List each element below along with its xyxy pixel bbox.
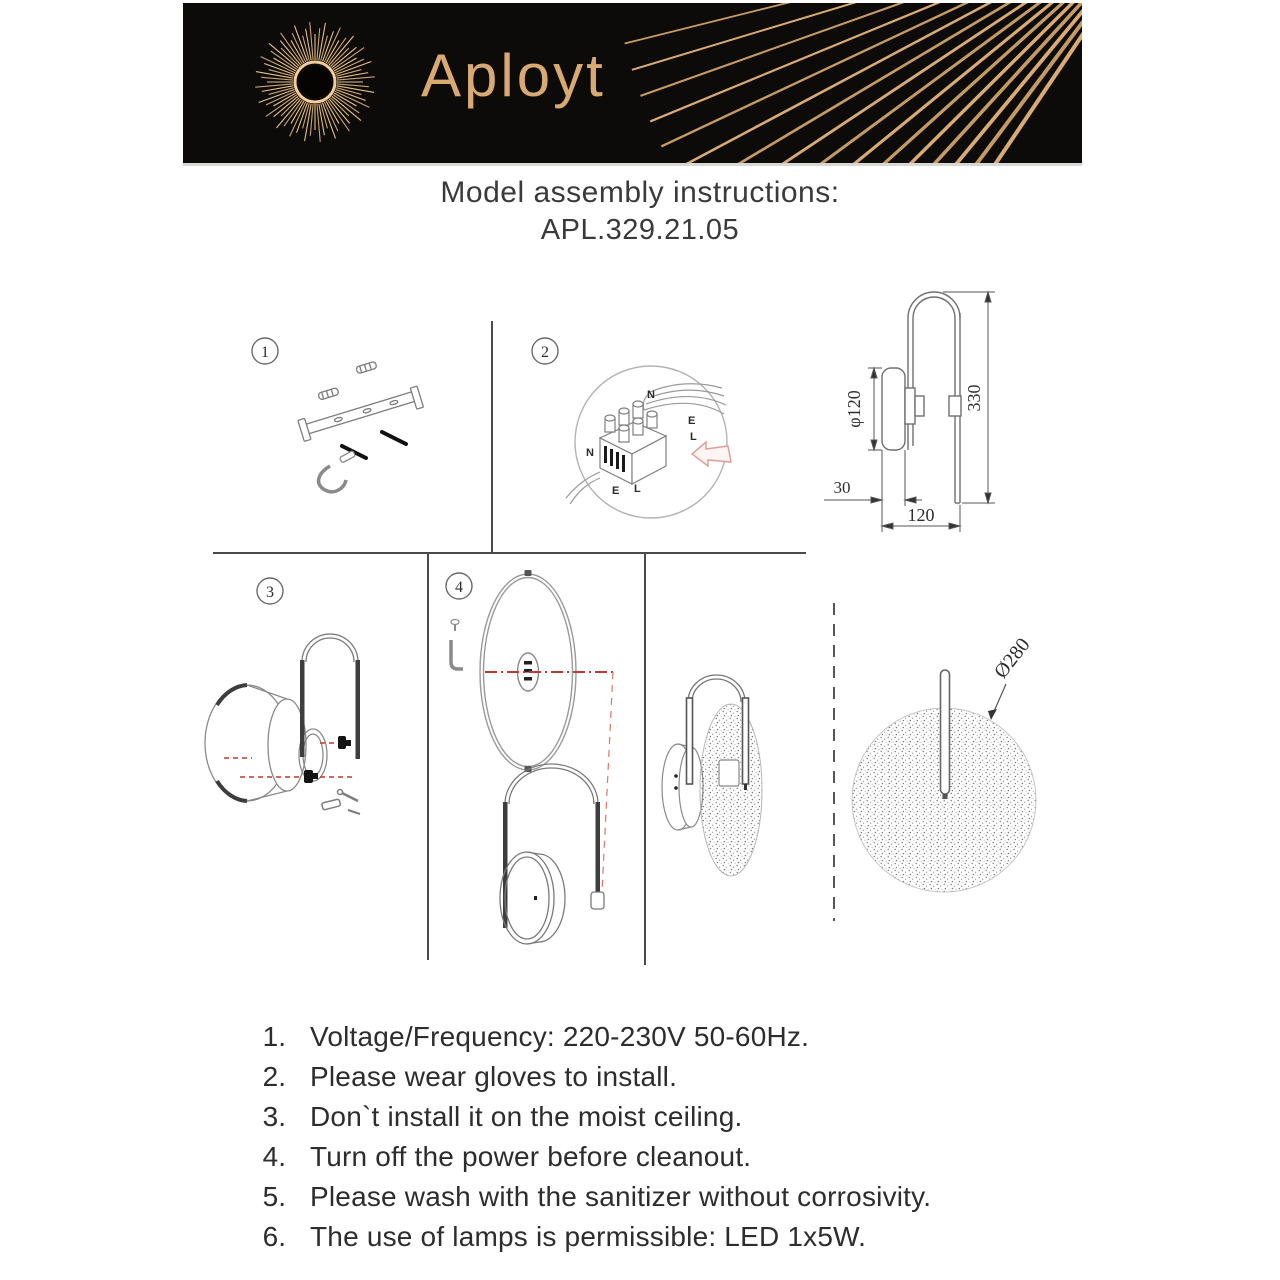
- label-l-right: L: [690, 431, 697, 443]
- wall-drum-mount: [662, 744, 703, 830]
- step4-disc-diagram: [435, 560, 645, 960]
- label-l-bottom: L: [634, 483, 641, 495]
- step2-number: 2: [541, 344, 549, 361]
- thumb-screws-icon: [304, 736, 351, 783]
- wall-anchor-icon: [356, 361, 377, 374]
- item-text: The use of lamps is permissible: LED 1x5W.: [310, 1221, 867, 1252]
- push-arrow-icon: [692, 442, 731, 466]
- wall-anchor-icon: [318, 388, 339, 401]
- instruction-list: [238, 1017, 1098, 1257]
- assembled-lamp-view: [645, 640, 810, 890]
- item-number: 4.: [262, 1141, 286, 1172]
- terminal-block-icon: [600, 401, 666, 484]
- small-screw-parts: [322, 790, 360, 815]
- step2-wiring-diagram: [500, 330, 760, 530]
- lamp-body: [500, 764, 604, 944]
- tube-end-cap: [744, 784, 747, 790]
- step1-badge: [252, 338, 278, 364]
- dim-depth: 30: [833, 478, 851, 497]
- step3-number: 3: [266, 584, 274, 601]
- item-text: Don`t install it on the moist ceiling.: [310, 1101, 743, 1132]
- allen-key-icon: [451, 620, 463, 670]
- item-number: 1.: [262, 1021, 286, 1052]
- led-tube-right: [743, 698, 749, 784]
- dim-width: 120: [907, 505, 935, 525]
- list-item: [238, 1137, 1098, 1177]
- step4-badge: [446, 573, 472, 599]
- item-number: 6.: [262, 1221, 286, 1252]
- model-number: APL.329.21.05: [540, 214, 740, 246]
- step2-badge: [532, 338, 558, 364]
- item-text: Voltage/Frequency: 220-230V 50-60Hz.: [310, 1021, 810, 1052]
- divider-vertical-top: [491, 321, 493, 552]
- dimension-drawing: [810, 260, 1020, 540]
- list-item: [238, 1177, 1098, 1217]
- lamp-side-view: [882, 292, 961, 503]
- lamp-body: [205, 634, 358, 801]
- label-n-top: N: [647, 389, 655, 401]
- arch-frame: [688, 675, 745, 702]
- led-tube-left: [300, 660, 305, 757]
- item-text: Please wash with the sanitizer without corrosivity.: [310, 1181, 932, 1212]
- label-n-left: N: [586, 447, 594, 459]
- step3-mount-diagram: [190, 565, 400, 830]
- list-item: [238, 1097, 1098, 1137]
- item-number: 3.: [262, 1101, 286, 1132]
- allen-key-icon: [319, 451, 356, 492]
- divider-horizontal: [213, 552, 806, 554]
- divider-vertical-bottom-left: [427, 552, 429, 960]
- list-item: [238, 1057, 1098, 1097]
- item-number: 2.: [262, 1061, 286, 1092]
- item-number: 5.: [262, 1181, 286, 1212]
- disc-diameter-callout: [988, 634, 1035, 720]
- divider-dashed: [833, 603, 835, 921]
- item-text: Turn off the power before cleanout.: [310, 1141, 752, 1172]
- disc-front-view: [845, 610, 1075, 930]
- led-tube-left: [687, 698, 693, 784]
- list-item: [238, 1217, 1098, 1257]
- mounting-bracket-icon: [288, 352, 424, 444]
- led-tube: [941, 670, 950, 794]
- step1-bracket-diagram: [230, 330, 430, 500]
- guide-dashline: [602, 672, 613, 892]
- textured-disc-shade: [700, 704, 762, 876]
- step4-number: 4: [455, 579, 463, 596]
- dim-disc-diameter: Ø280: [989, 634, 1035, 683]
- step1-number: 1: [261, 344, 269, 361]
- label-e-right: E: [688, 415, 696, 427]
- rays-decoration-icon: [183, 3, 1082, 163]
- dim-plate-diameter: φ120: [844, 390, 864, 428]
- brand-banner: [183, 3, 1082, 166]
- label-e-bottom: E: [612, 485, 620, 497]
- tube-end-cap: [943, 794, 948, 799]
- page-title: Model assembly instructions:: [440, 176, 840, 209]
- dim-height: 330: [964, 384, 984, 412]
- led-tube-right: [356, 660, 361, 759]
- hub-connector: [719, 760, 739, 786]
- step3-badge: [257, 578, 283, 604]
- item-text: Please wear gloves to install.: [310, 1061, 678, 1092]
- brand-name: Aployt: [421, 42, 606, 109]
- list-item: [238, 1017, 1098, 1057]
